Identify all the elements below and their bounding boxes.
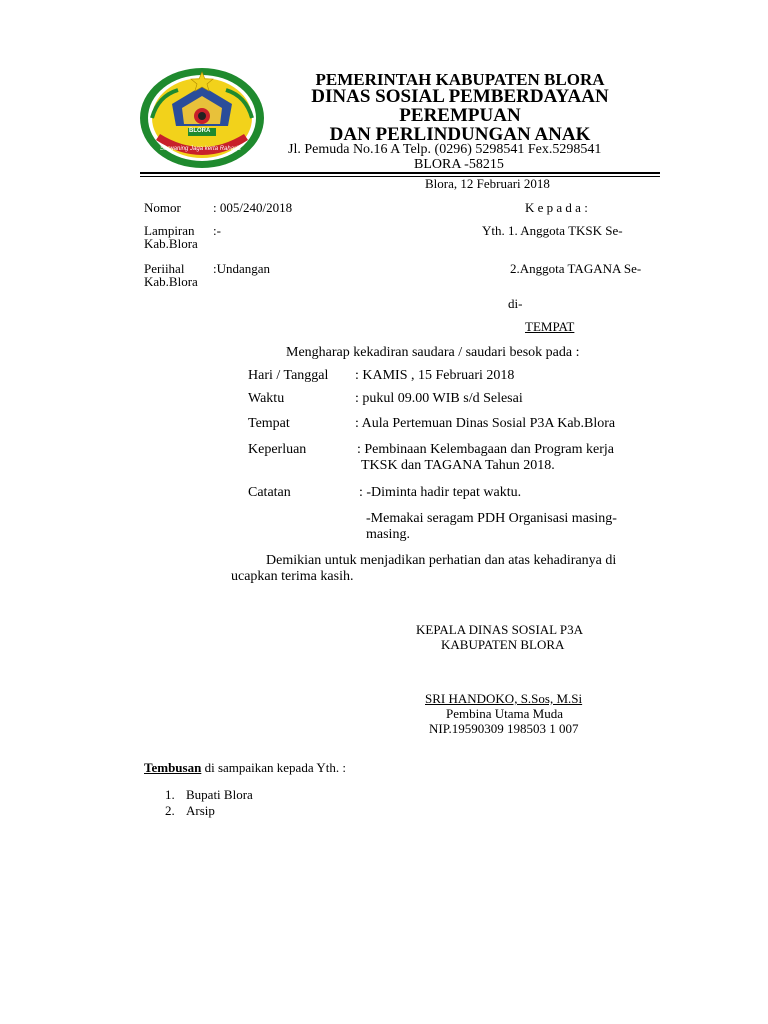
recipient-line-2: 2.Anggota TAGANA Se- — [510, 261, 642, 276]
keperluan-value-1: : Pembinaan Kelembagaan dan Program kerja — [357, 442, 614, 457]
letter-date: Blora, 12 Februari 2018 — [425, 176, 550, 191]
lampiran-label: Lampiran — [144, 223, 195, 238]
hari-label: Hari / Tanggal — [248, 368, 329, 383]
signature-title-2: KABUPATEN BLORA — [441, 637, 565, 652]
list-number: 2. — [165, 803, 175, 818]
letterhead-rule-thin — [140, 176, 660, 177]
letterhead-line-department: DINAS SOSIAL PEMBERDAYAAN — [311, 86, 609, 107]
list-item — [165, 803, 215, 819]
closing-line-2: ucapkan terima kasih. — [231, 569, 354, 584]
logo-text: BLORA — [189, 128, 211, 134]
list-item-text: Arsip — [186, 803, 215, 818]
list-number: 1. — [165, 787, 175, 802]
kepada-label: K e p a d a : — [525, 200, 588, 215]
letterhead-rule-thick — [140, 172, 660, 174]
perihal-label: Periihal — [144, 261, 185, 276]
tembusan-label: Tembusan — [144, 760, 202, 775]
catatan-value-3: masing. — [366, 527, 410, 542]
catatan-value-1: : -Diminta hadir tepat waktu. — [359, 485, 522, 500]
signature-nip: NIP.19590309 198503 1 007 — [429, 721, 579, 736]
letterhead-line-women: PEREMPUAN — [399, 105, 521, 126]
recipient-di: di- — [508, 296, 523, 311]
invitation-intro: Mengharap kekadiran saudara / saudari besok pada : — [286, 345, 580, 360]
tembusan-heading — [144, 760, 346, 776]
lampiran-continuation: Kab.Blora — [144, 236, 198, 251]
perihal-continuation: Kab.Blora — [144, 274, 198, 289]
tembusan-text: di sampaikan kepada Yth. : — [201, 760, 346, 775]
lampiran-value: :- — [213, 223, 221, 238]
regency-emblem-icon — [138, 66, 266, 170]
list-item-text: Bupati Blora — [186, 787, 253, 802]
tempat-value: : Aula Pertemuan Dinas Sosial P3A Kab.Blora — [355, 416, 616, 431]
keperluan-value-2: TKSK dan TAGANA Tahun 2018. — [361, 458, 555, 473]
letterhead-line-government: PEMERINTAH KABUPATEN BLORA — [315, 70, 605, 89]
perihal-value: :Undangan — [213, 261, 271, 276]
recipient-tempat: TEMPAT — [525, 319, 575, 334]
nomor-label: Nomor — [144, 200, 181, 215]
closing-line-1: Demikian untuk menjadikan perhatian dan atas kehadiranya di — [266, 553, 617, 568]
signature-name: SRI HANDOKO, S.Sos, M.Si — [425, 691, 583, 706]
letterhead-line-child-protection: DAN PERLINDUNGAN ANAK — [329, 124, 591, 145]
regency-logo — [138, 66, 266, 170]
signature-rank: Pembina Utama Muda — [446, 706, 563, 721]
tempat-label: Tempat — [248, 416, 290, 431]
waktu-value: : pukul 09.00 WIB s/d Selesai — [355, 391, 523, 406]
letterhead-city: BLORA -58215 — [414, 157, 504, 172]
catatan-value-2: -Memakai seragam PDH Organisasi masing- — [366, 511, 617, 526]
hari-value: : KAMIS , 15 Februari 2018 — [355, 368, 515, 383]
logo-motto: Sarwaning Jaga kerta Raharja — [160, 146, 241, 152]
letterhead-address: Jl. Pemuda No.16 A Telp. (0296) 5298541 Fex.5298541 — [288, 142, 602, 157]
waktu-label: Waktu — [248, 391, 285, 406]
list-item — [165, 787, 253, 803]
signature-title-1: KEPALA DINAS SOSIAL P3A — [416, 622, 583, 637]
catatan-label: Catatan — [248, 485, 291, 500]
nomor-value: : 005/240/2018 — [213, 200, 293, 215]
keperluan-label: Keperluan — [248, 442, 307, 457]
recipient-line-1: Yth. 1. Anggota TKSK Se- — [482, 223, 623, 238]
